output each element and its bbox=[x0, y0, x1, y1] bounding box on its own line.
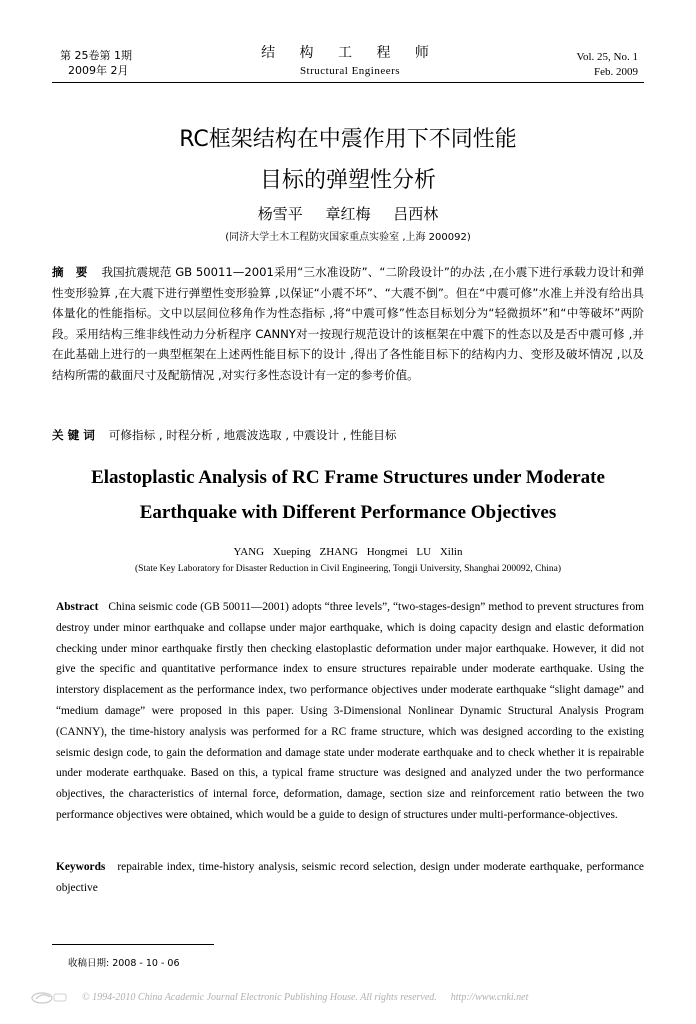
volume-en: Vol. 25, No. 1 bbox=[576, 51, 638, 63]
abstract-en bbox=[56, 597, 644, 826]
title-en-line1: Elastoplastic Analysis of RC Frame Structures under Moderate bbox=[91, 467, 605, 488]
footnote-divider bbox=[52, 944, 214, 945]
abstract-cn bbox=[52, 262, 644, 386]
authors-cn: 杨雪平 章红梅 吕西林 bbox=[257, 205, 439, 223]
copyright-footer bbox=[30, 992, 670, 1003]
copyright-text: © 1994-2010 China Academic Journal Electronic Publishing House. All rights reserved. bbox=[82, 992, 437, 1003]
date-en: Feb. 2009 bbox=[594, 66, 638, 78]
keywords-en-label: Keywords bbox=[56, 861, 106, 873]
volume-cn: 第 25卷第 1期 bbox=[60, 49, 132, 62]
header-volume-en bbox=[576, 50, 638, 80]
keywords-cn bbox=[52, 427, 644, 443]
title-cn-line1: RC框架结构在中震作用下不同性能 bbox=[179, 127, 517, 152]
abstract-cn-label: 摘 要 bbox=[52, 265, 92, 279]
keywords-en bbox=[56, 857, 644, 899]
header-volume-cn bbox=[60, 48, 132, 78]
abstract-cn-text: 我国抗震规范 GB 50011—2001采用“三水准设防”、“二阶段设计”的办法 ,在小震下进行承载力设计和弹性变形验算 ,在大震下进行弹塑性变形验算 ,以保证“小震不坏”、“大震不倒”。但在“中震可修”水准上并没有给出具体量化的性能指标。文中以层间位移角作为性态指标 ,将“中震可修”性态目标划分为“轻微损坏”和“中等破坏”两阶段。采用结构三维非线性动力分析程序 CANNY对一按现行规范设计的该框架在中震下的性态以及是否中震可修 ,并在此基础上进行的一典型框架在上述两性能目标下的设计 ,得出了各性能目标下的结构内力、变形及破坏情况 ,以及结构所需的截面尺寸及配筋情况 ,对实行多性态设计有一定的参考价值。 bbox=[52, 265, 645, 382]
keywords-cn-text: 可修指标 , 时程分析 , 地震波选取 , 中震设计 , 性能目标 bbox=[108, 428, 397, 442]
abstract-en-label: Abstract bbox=[56, 601, 99, 613]
affiliation-cn: (同济大学土木工程防灾国家重点实验室 ,上海 200092) bbox=[225, 232, 471, 243]
journal-name bbox=[230, 42, 470, 77]
title-cn-line2: 目标的弹塑性分析 bbox=[259, 168, 436, 193]
keywords-en-text: repairable index, time-history analysis, seismic record selection, design under moderate earthquake, performance objective bbox=[56, 861, 644, 894]
journal-name-cn: 结 构 工 程 师 bbox=[261, 45, 439, 61]
header-divider bbox=[52, 82, 644, 83]
received-date: 收稿日期: 2008 - 10 - 06 bbox=[68, 958, 180, 969]
title-en-line2: Earthquake with Different Performance Objectives bbox=[139, 502, 557, 523]
date-cn: 2009年 2月 bbox=[68, 64, 129, 77]
keywords-cn-label: 关键词 bbox=[52, 428, 99, 442]
abstract-en-text: China seismic code (GB 50011—2001) adopts “three levels”, “two-stages-design” method to prevent structures from destroy under minor earthquake and collapse under major earthquake, which is doing capacity design and elastic deformation checking under minor earthquake firstly then checking elastoplastic deformation under major earthquake. However, it did not give the specific and quantitative performance index to ensure structures repairable under moderate earthquake. Using the interstory displacement as the performance index, two performance objectives under moderate earthquake “slight damage” and “medium damage” were proposed in this paper. Using 3-Dimensional Nonlinear Dynamic Structural Analysis Program (CANNY), the time-history analysis was performed for a RC frame structure, which was designed according to the existing seismic design code, to gain the deformation and damage state under moderate earthquake and to check whether it is repairable under moderate earthquake. Based on this, a typical frame structure was designed and analyzed under the two performance objectives, the characteristics of internal force, deformation, damage, section size and reinforcement ratio between the two performance objectives were obtained, which would be a guide to design of structures under multi-performance-objectives. bbox=[56, 601, 644, 821]
authors-en: YANG Xueping ZHANG Hongmei LU Xilin bbox=[233, 546, 463, 558]
journal-name-en: Structural Engineers bbox=[299, 65, 401, 77]
cnki-link[interactable]: http://www.cnki.net bbox=[450, 992, 529, 1003]
affiliation-en: (State Key Laboratory for Disaster Reduction in Civil Engineering, Tongji University, Shanghai 200092, China) bbox=[135, 564, 561, 574]
